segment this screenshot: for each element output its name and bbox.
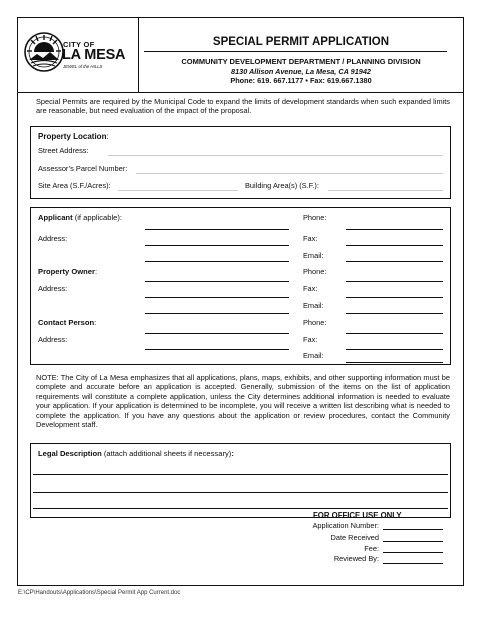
parcel-number-field[interactable] xyxy=(136,173,443,174)
applicant-address-line-2[interactable] xyxy=(145,261,289,262)
applicant-email-field[interactable] xyxy=(346,261,443,262)
reviewed-by-label: Reviewed By: xyxy=(333,554,379,563)
legal-label: Legal Description xyxy=(38,449,102,458)
department-address: 8130 Allison Avenue, La Mesa, CA 91942 xyxy=(231,67,371,76)
department-name: COMMUNITY DEVELOPMENT DEPARTMENT / PLANNING DIVISION xyxy=(181,57,421,66)
application-number-field[interactable] xyxy=(383,529,443,530)
form-title: SPECIAL PERMIT APPLICATION xyxy=(212,36,390,48)
contact-phone-label: Phone: xyxy=(303,318,327,327)
site-area-label: Site Area (S.F./Acres): xyxy=(38,181,111,190)
intro-text: Special Permits are required by the Municipal Code to expand the limits of development standards when such expanded limits are reasonable, but need evaluation of the impact of the proposal. xyxy=(36,97,450,116)
property-location-heading xyxy=(38,132,109,141)
contact-label: Contact Person xyxy=(38,318,95,327)
applicant-heading xyxy=(38,213,122,222)
date-received-field[interactable] xyxy=(383,541,443,542)
note-text: NOTE: The City of La Mesa emphasizes that all applications, plans, maps, exhibits, and other supporting information must be complete and accurate before an application is accepted. Generally, submission of the items on the list of application requirements will constitute a complete application, unless the City determines additional information is needed to evaluate your application. If your application is determined to be incomplete, you will receive a written list describing what is needed to complete the application. If you have any questions about the application or review procedures, contact the Community Development staff. xyxy=(36,373,450,430)
owner-email-label: Email: xyxy=(303,301,324,310)
owner-label: Property Owner xyxy=(38,267,95,276)
applicant-address-line-1[interactable] xyxy=(145,245,289,246)
applicant-fax-label: Fax: xyxy=(303,234,318,243)
legal-description-line-3[interactable] xyxy=(33,508,448,509)
contact-address-label: Address: xyxy=(38,335,68,344)
contact-fax-field[interactable] xyxy=(346,349,443,350)
owner-colon: : xyxy=(94,267,98,276)
contact-heading xyxy=(38,318,96,327)
contact-colon: : xyxy=(94,318,97,327)
owner-address-line-1[interactable] xyxy=(145,297,289,298)
owner-email-field[interactable] xyxy=(346,313,443,314)
owner-fax-field[interactable] xyxy=(346,297,443,298)
parcel-number-label: Assessor’s Parcel Number: xyxy=(38,164,128,173)
parties-box xyxy=(30,207,451,365)
contact-address-line-1[interactable] xyxy=(145,349,289,350)
office-use-heading: FOR OFFICE USE ONLY xyxy=(313,511,402,520)
owner-fax-label: Fax: xyxy=(303,284,318,293)
legal-description-heading xyxy=(38,449,234,458)
owner-heading xyxy=(38,267,97,276)
department-contact: Phone: 619. 667.1177 • Fax: 619.667.1380 xyxy=(230,76,372,85)
fee-field[interactable] xyxy=(383,552,443,553)
applicant-address-label: Address: xyxy=(38,234,68,243)
building-area-field[interactable] xyxy=(328,190,443,191)
applicant-label: Applicant xyxy=(38,213,73,222)
intro-paragraph xyxy=(36,97,450,116)
owner-phone-label: Phone: xyxy=(303,267,327,276)
logo-tagline: JEWEL of the HILLS xyxy=(63,64,103,69)
contact-email-label: Email: xyxy=(303,351,324,360)
applicant-note: (if applicable): xyxy=(72,213,122,222)
property-heading-label: Property Location xyxy=(38,132,107,141)
applicant-phone-field[interactable] xyxy=(346,229,443,230)
legal-note: (attach additional sheets if necessary) xyxy=(101,449,232,458)
applicant-phone-label: Phone: xyxy=(303,213,327,222)
applicant-email-label: Email: xyxy=(303,251,324,260)
applicant-name-field[interactable] xyxy=(145,229,289,230)
owner-address-label: Address: xyxy=(38,284,68,293)
owner-name-field[interactable] xyxy=(145,281,289,282)
owner-phone-field[interactable] xyxy=(346,281,443,282)
contact-name-field[interactable] xyxy=(145,333,289,334)
legal-description-line-1[interactable] xyxy=(33,474,448,475)
street-address-label: Street Address: xyxy=(38,146,89,155)
street-address-field[interactable] xyxy=(108,155,443,156)
legal-colon: : xyxy=(231,449,234,458)
title-underline xyxy=(144,51,447,52)
contact-email-field[interactable] xyxy=(346,362,443,363)
note-paragraph xyxy=(36,373,450,429)
footer-file-path: E:\CP\Handouts\Applications\Special Permit App Current.doc xyxy=(18,590,181,596)
contact-fax-label: Fax: xyxy=(303,335,318,344)
contact-phone-field[interactable] xyxy=(346,333,443,334)
owner-address-line-2[interactable] xyxy=(145,313,289,314)
logo-name: LA MESA xyxy=(62,47,126,63)
application-number-label: Application Number: xyxy=(312,521,379,530)
contact-address-line-2[interactable] xyxy=(145,364,289,365)
legal-description-line-2[interactable] xyxy=(33,492,448,493)
fee-label: Fee: xyxy=(364,544,379,553)
date-received-label: Date Received xyxy=(330,533,379,542)
reviewed-by-field[interactable] xyxy=(383,563,443,564)
property-heading-colon: : xyxy=(106,132,109,141)
building-area-label: Building Area(s) (S.F.): xyxy=(245,181,319,190)
site-area-field[interactable] xyxy=(118,190,238,191)
applicant-fax-field[interactable] xyxy=(346,245,443,246)
logo-city-of: CITY OF xyxy=(63,40,95,49)
